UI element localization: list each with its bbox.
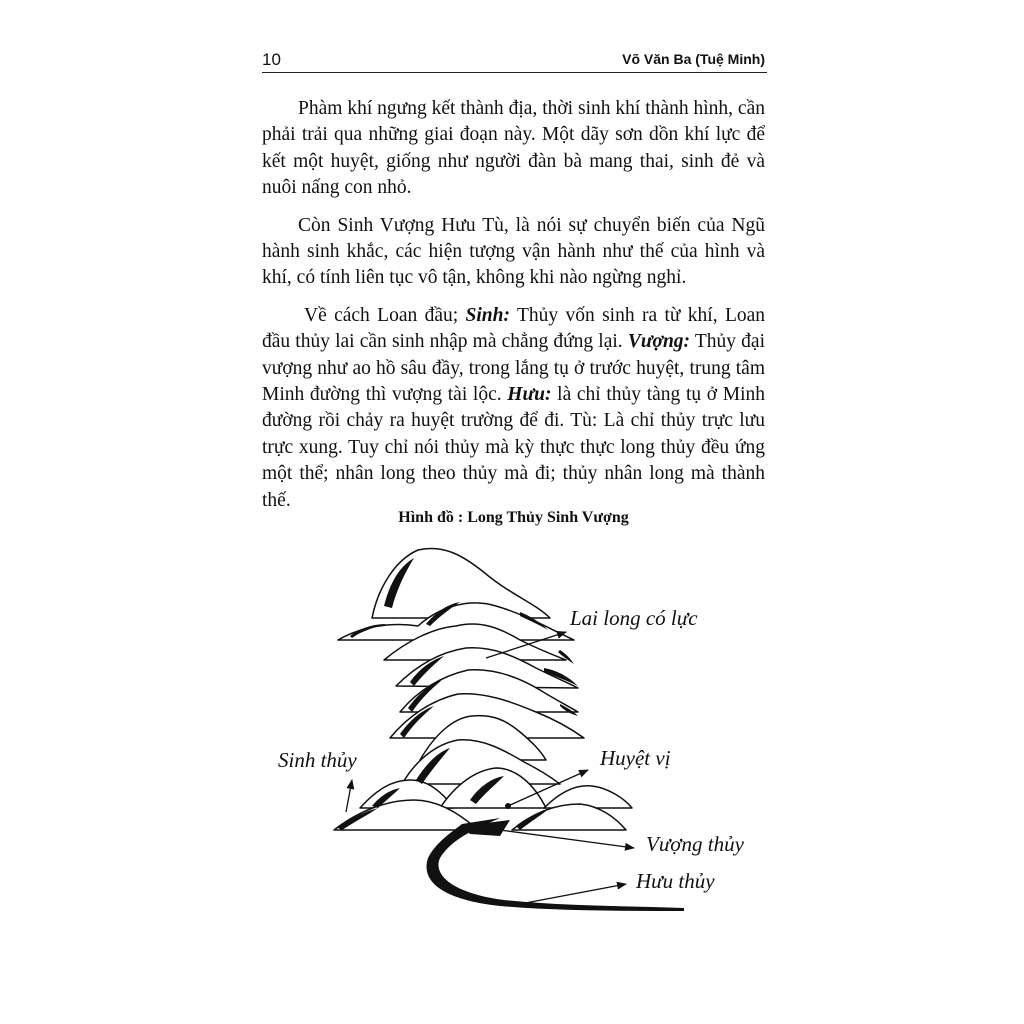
term-sinh: Sinh: xyxy=(465,304,510,326)
page-number: 10 xyxy=(262,50,281,69)
arrow-vuong-thuy xyxy=(500,830,634,848)
term-vuong: Vượng: xyxy=(627,331,691,353)
label-huu-thuy: Hưu thủy xyxy=(636,869,715,893)
paragraph-1-text: Phàm khí ngưng kết thành địa, thời sinh khí thành hình, cần phải trải qua những giai đoạn này. Một dãy sơn dồn khí lực để kết một huyệt, giống như người đàn bà mang thai, sinh đẻ và nuôi nấng con nhỏ. xyxy=(262,98,765,199)
paragraph-3-text-a: Về cách Loan đầu; xyxy=(304,304,466,326)
arrow-sinh-thuy xyxy=(346,780,352,812)
running-author: Võ Văn Ba (Tuệ Minh) xyxy=(622,51,765,67)
paragraph-3-text-b: Thủy vốn sinh ra từ khí, Loan đầu thủy lai cần sinh nhập mà chẳng đứng lại. xyxy=(262,304,766,353)
arrow-huu-thuy xyxy=(520,884,626,904)
paragraph-3-text-c: Thủy đại vượng như ao hồ sâu đầy, trong lắng tụ ở trước huyệt, trung tâm Minh đường thì vượng tài lộc. xyxy=(262,331,765,406)
huyet-vi-dot xyxy=(505,803,511,809)
label-lai-long: Lai long có lực xyxy=(570,606,698,630)
paragraph-3-text-d: là chỉ thủy tàng tụ ở Minh đường rồi chảy ra huyệt trường để đi. Tù: Là chỉ thủy trực lưu trực xung. Tuy chỉ nói thủy mà kỳ thực thực long thủy đều ứng một thể; nhân long theo thủy mà đi; thủy nhân long mà thành thế. xyxy=(262,384,766,511)
paragraph-2-text: Còn Sinh Vượng Hưu Tù, là nói sự chuyển biến của Ngũ hành sinh khắc, các hiện tượng vận hành như thế của hình và khí, có tính liên tục vô tận, không khi nào ngừng nghỉ. xyxy=(262,214,765,289)
term-huu: Hưu: xyxy=(507,384,552,406)
label-huyet-vi: Huyệt vị xyxy=(600,746,671,770)
label-vuong-thuy: Vượng thủy xyxy=(646,832,744,856)
label-sinh-thuy: Sinh thủy xyxy=(278,748,357,772)
figure-caption: Hình đồ : Long Thủy Sinh Vượng xyxy=(398,509,629,526)
